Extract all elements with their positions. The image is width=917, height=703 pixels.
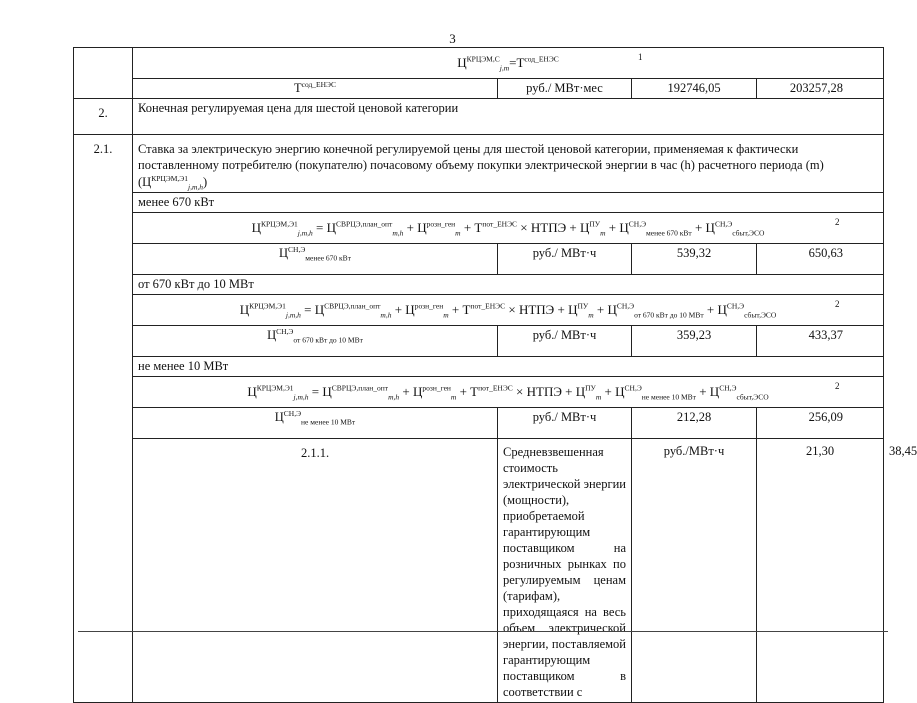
value-cell: 256,09	[757, 407, 884, 438]
formula: $Ц^{КРЦЭМ,Э1}_{j,m,h} = Ц^{СВРЦЭ,план\_опт}_{m,h} + Ц^{розн\_ген}_m + Т^{пот\_ЕНЭС}$ × НТПЭ + $Ц^{ПУ}_m + Ц^{СН,Э}_{менее 670 кВт} + Ц^{СН,Э}_{сбыт,ЭСО}$	[251, 219, 765, 238]
footnote-ref: 2	[835, 380, 840, 391]
number-cell: 2.	[74, 99, 133, 135]
number-cell: 2.1.1.	[133, 438, 498, 702]
formula: $Ц^{КРЦЭМ,Э1}_{j,m,h} = Ц^{СВРЦЭ,план\_опт}_{m,h} + Ц^{розн\_ген}_m + Т^{пот\_ЕНЭС}$ × НТПЭ + $Ц^{ПУ}_m + Ц^{СН,Э}_{от 670 кВт до 10 МВт} + Ц^{СН,Э}_{сбыт,ЭСО}$	[239, 301, 777, 320]
table-row	[74, 294, 884, 325]
number-cell	[74, 48, 133, 99]
formula-cell	[133, 376, 884, 407]
unit-cell: руб./ МВт·ч	[498, 243, 632, 274]
unit-cell: руб./МВт·ч	[632, 438, 757, 702]
section-symbol: $(Ц^{КРЦЭМ,Э1}_{j,m,h})$	[138, 173, 208, 191]
formula-cell	[133, 48, 884, 79]
symbol-cell: $Ц^{СН,Э}_{от 670 кВт до 10 МВт}$	[133, 325, 498, 356]
table-row	[74, 274, 884, 294]
value-cell: 21,30	[757, 438, 884, 702]
unit-cell: руб./ МВт·ч	[498, 407, 632, 438]
formula-cell	[133, 212, 884, 243]
number-cell: 2.1.	[74, 135, 133, 703]
table-row	[74, 243, 884, 274]
table-row	[74, 212, 884, 243]
table-row	[74, 356, 884, 376]
table-row	[74, 376, 884, 407]
table-row: 2.1.1. Средневзвешенная стоимость электрической энергии (мощности), приобретаемой гарантирующим поставщиком на розничных рынках по регулируемым ценам (тарифам), приходящаяся на весь объем электрической энергии, поставляемой гарантирующим поставщиком в соответствии с руб./МВт·ч 21,30 38,45	[74, 438, 884, 702]
table-row	[74, 48, 884, 79]
symbol-cell: $Т^{сод\_ЕНЭС}$	[133, 79, 498, 99]
value-cell: 539,32	[632, 243, 757, 274]
group-label: не менее 10 МВт	[133, 356, 884, 376]
tariff-table	[73, 47, 917, 703]
page-edge-line	[78, 631, 888, 632]
unit-cell: руб./ МВт·ч	[498, 325, 632, 356]
footnote-ref: 1	[638, 52, 643, 62]
table-row	[74, 192, 884, 212]
section-text: Средневзвешенная стоимость электрической энергии (мощности), приобретаемой гарантирующим поставщиком на розничных рынках по регулируемым ценам (тарифам), приходящаяся на весь объем электрической энергии, поставляемой гарантирующим поставщиком в соответствии с	[498, 438, 632, 702]
value-cell: 203257,28	[757, 79, 884, 99]
table-row	[74, 407, 884, 438]
page-number: 3	[449, 31, 456, 46]
table-row	[74, 325, 884, 356]
section-title: Конечная регулируемая цена для шестой ценовой категории	[133, 99, 884, 135]
value-cell: 650,63	[757, 243, 884, 274]
section-text: Ставка за электрическую энергию конечной регулируемой цены для шестой ценовой категории, применяемая к фактически поставленному потребителю (покупателю) почасовому объему покупки электрической энергии в час (h) расчетного периода (m)	[138, 142, 824, 173]
symbol-cell: $Ц^{СН,Э}_{менее 670 кВт}$	[133, 243, 498, 274]
group-label: от 670 кВт до 10 МВт	[133, 274, 884, 294]
formula: $Ц^{КРЦЭМ,С}_{j,m}=Т^{сод\_ЕНЭС}$	[457, 54, 559, 73]
section-description	[133, 135, 884, 193]
value-cell: 359,23	[632, 325, 757, 356]
table-row	[74, 79, 884, 99]
value-cell: 433,37	[757, 325, 884, 356]
table-row	[74, 99, 884, 135]
formula: $Ц^{КРЦЭМ,Э1}_{j,m,h} = Ц^{СВРЦЭ,план\_опт}_{m,h} + Ц^{розн\_ген}_m + Т^{пот\_ЕНЭС}$ × НТПЭ + $Ц^{ПУ}_m + Ц^{СН,Э}_{не менее 10 МВт} + Ц^{СН,Э}_{сбыт,ЭСО}$	[247, 383, 769, 402]
unit-cell: руб./ МВт·мес	[498, 79, 632, 99]
value-cell: 212,28	[632, 407, 757, 438]
footnote-ref: 2	[835, 298, 840, 309]
formula-cell	[133, 294, 884, 325]
value-cell: 192746,05	[632, 79, 757, 99]
table-row	[74, 135, 884, 193]
group-label: менее 670 кВт	[133, 192, 884, 212]
symbol-cell: $Ц^{СН,Э}_{не менее 10 МВт}$	[133, 407, 498, 438]
footnote-ref: 2	[835, 216, 840, 227]
